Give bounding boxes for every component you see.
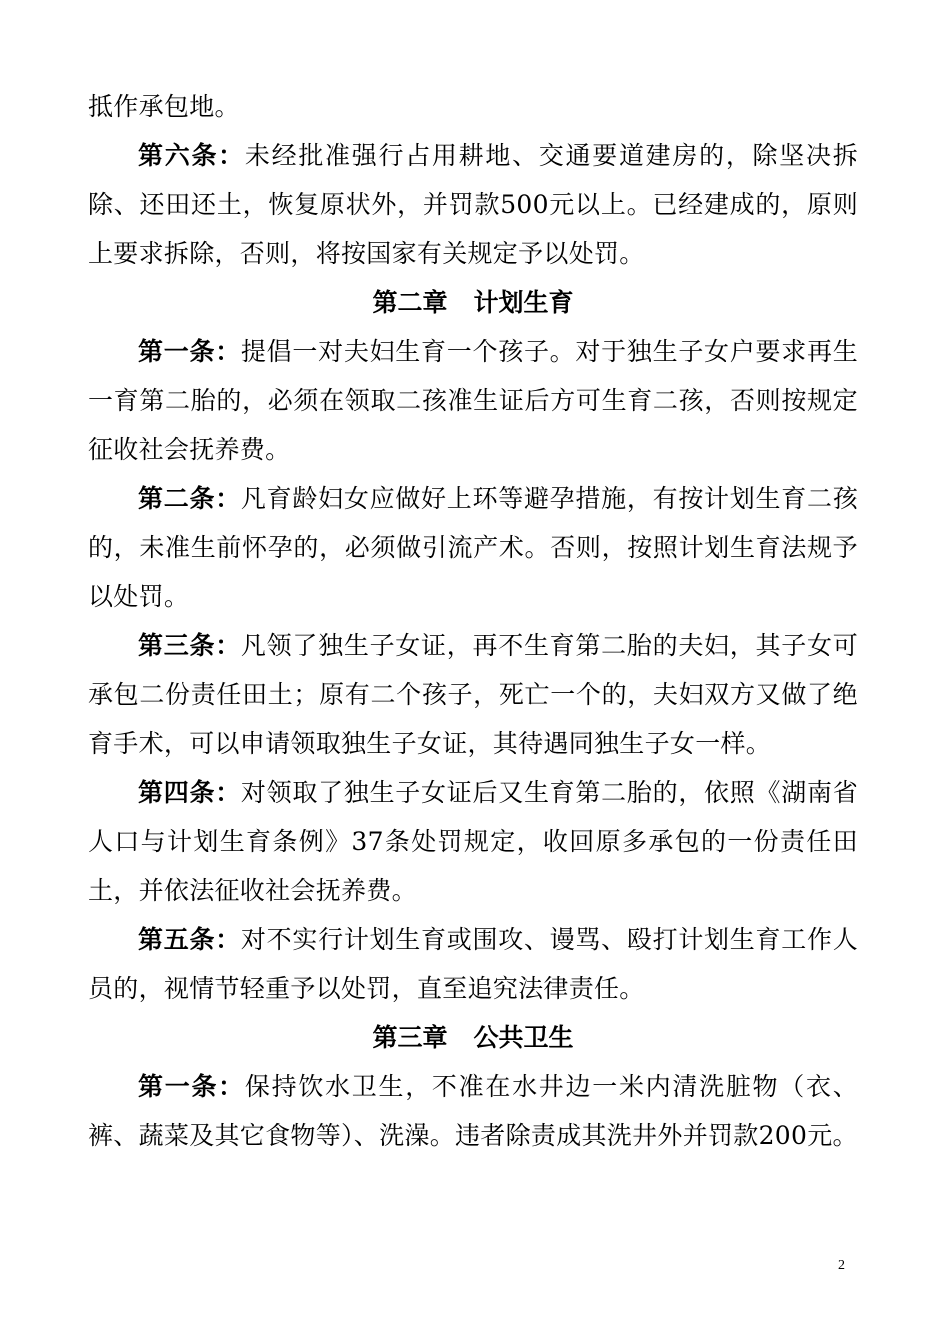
article-ch2-1: [88, 327, 858, 474]
article-text: 提倡一对夫妇生育一个孩子。对于独生子女户要求再生一育第二胎的，必须在领取二孩准生证后方可生育二孩，否则按规定征收社会抚养费。: [88, 337, 858, 464]
chapter-number: 第三章: [372, 1023, 448, 1052]
article-text: 凡育龄妇女应做好上环等避孕措施，有按计划生育二孩的，未准生前怀孕的，必须做引流产术。否则，按照计划生育法规予以处罚。: [88, 484, 858, 611]
document-body: [88, 82, 858, 1160]
page-number: 2: [838, 1258, 845, 1273]
article-label: 第四条：: [138, 778, 241, 807]
article-ch1-6: [88, 131, 858, 278]
article-label: 第二条：: [138, 484, 241, 513]
article-ch2-2: [88, 474, 858, 621]
article-text: 对不实行计划生育或围攻、谩骂、殴打计划生育工作人员的，视情节轻重予以处罚，直至追究法律责任。: [88, 925, 858, 1003]
article-ch2-3: [88, 621, 858, 768]
article-label: 第一条：: [138, 337, 241, 366]
article-label: 第三条：: [138, 631, 241, 660]
chapter-title: 公共卫生: [473, 1023, 574, 1052]
chapter-title: 计划生育: [473, 288, 574, 317]
article-text: 未经批准强行占用耕地、交通要道建房的，除坚决拆除、还田还土，恢复原状外，并罚款500元以上。已经建成的，原则上要求拆除，否则，将按国家有关规定予以处罚。: [88, 141, 859, 268]
article-ch2-4: [88, 768, 858, 915]
chapter-heading-3: [88, 1013, 858, 1062]
article-label: 第五条：: [138, 925, 241, 954]
article-ch3-1: [88, 1062, 858, 1160]
article-text: 保持饮水卫生，不准在水井边一米内清洗脏物（衣、裤、蔬菜及其它食物等）、洗澡。违者除责成其洗井外并罚款200元。: [88, 1072, 859, 1150]
article-label: 第一条：: [138, 1072, 245, 1101]
article-label: 第六条：: [138, 141, 245, 170]
article-ch2-5: [88, 915, 858, 1013]
chapter-heading-2: [88, 278, 858, 327]
article-text: 对领取了独生子女证后又生育第二胎的，依照《湖南省人口与计划生育条例》37条处罚规定，收回原多承包的一份责任田土，并依法征收社会抚养费。: [88, 778, 858, 905]
article-text: 凡领了独生子女证，再不生育第二胎的夫妇，其子女可承包二份责任田土；原有二个孩子，死亡一个的，夫妇双方又做了绝育手术，可以申请领取独生子女证，其待遇同独生子女一样。: [88, 631, 858, 758]
chapter-number: 第二章: [372, 288, 448, 317]
continuation-paragraph: 抵作承包地。: [88, 92, 240, 121]
